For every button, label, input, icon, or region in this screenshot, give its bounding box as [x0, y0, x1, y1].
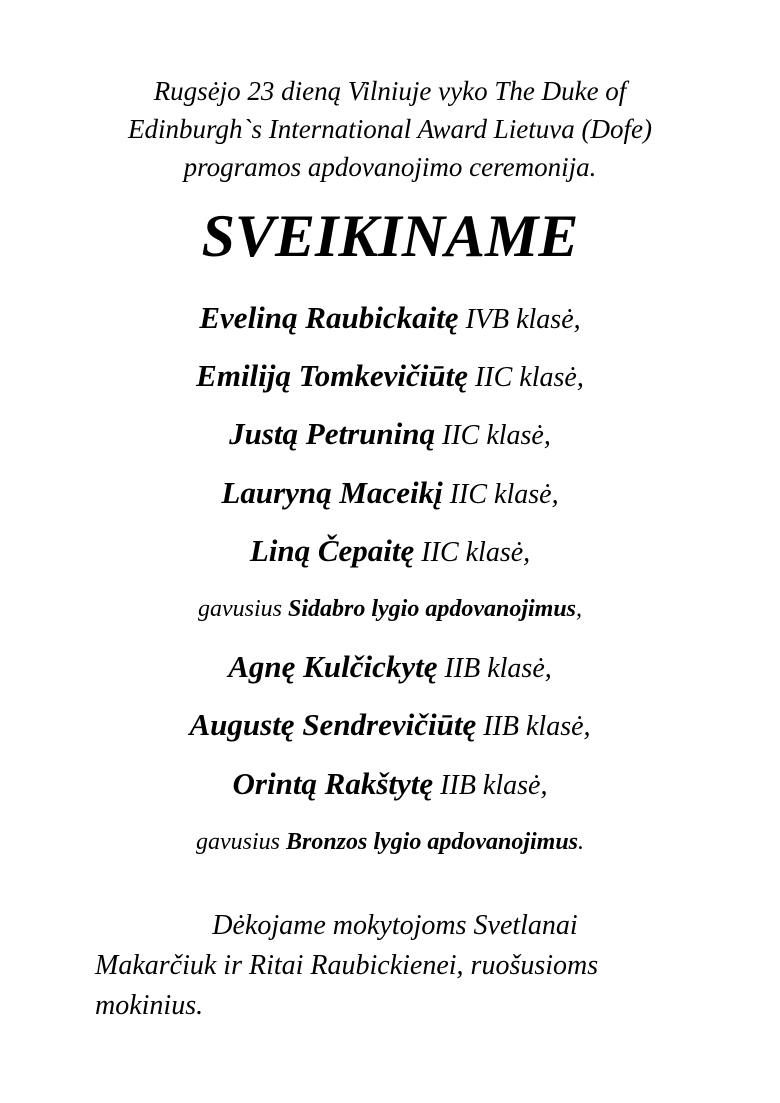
list-item [0, 469, 780, 527]
thanks-line-1: Dėkojame mokytojoms Svetlanai [212, 910, 578, 941]
student-name: Emiliją Tomkevičiūtę [196, 358, 468, 394]
student-class: IVB klasė, [458, 304, 581, 335]
thanks-line-2: Makarčiuk ir Ritai Raubickienei, ruošusioms [95, 950, 599, 981]
list-item [0, 760, 780, 818]
award-level: Sidabro lygio apdovanojimus [287, 595, 577, 622]
student-class: IIB klasė, [433, 769, 548, 801]
award-label: gavusius [197, 595, 288, 622]
intro-line-1: Rugsėjo 23 dieną Vilniuje vyko The Duke of [153, 76, 627, 106]
list-item [0, 527, 780, 585]
award-line [0, 585, 780, 643]
thanks-paragraph [95, 906, 695, 1026]
award-level: Bronzos lygio apdovanojimus [285, 828, 579, 855]
award-punctuation: , [576, 595, 583, 622]
student-class: IIC klasė, [414, 536, 531, 568]
list-item [0, 701, 780, 759]
list-item [0, 294, 780, 352]
intro-line-2: Edinburgh`s International Award Lietuva (Dofe) [128, 114, 652, 144]
congratulations-list [0, 294, 780, 876]
student-name: Agnę Kulčickytę [228, 649, 438, 685]
list-item [0, 643, 780, 701]
intro-line-3: programos apdovanojimo ceremonija. [183, 152, 597, 182]
award-label: gavusius [195, 828, 286, 855]
thanks-line-3: mokinius. [95, 990, 204, 1021]
student-class: IIC klasė, [435, 420, 551, 452]
student-name: Liną Čepaitę [249, 532, 415, 568]
list-item [0, 410, 780, 468]
student-class: IIB klasė, [476, 711, 591, 743]
page-title: SVEIKINAME [201, 203, 579, 269]
student-name: Orintą Rakštytę [232, 765, 434, 801]
student-class: IIC klasė, [467, 362, 584, 394]
student-name: Lauryną Maceikį [221, 474, 443, 510]
student-class: IIB klasė, [437, 653, 552, 685]
intro-paragraph [70, 72, 710, 186]
award-punctuation: . [578, 828, 585, 855]
award-line [0, 818, 780, 876]
student-name: Eveliną Raubickaitę [199, 300, 459, 335]
student-name: Justą Petruniną [229, 416, 435, 452]
student-name: Augustę Sendrevičiūtę [189, 707, 477, 743]
student-class: IIC klasė, [442, 478, 559, 510]
list-item [0, 352, 780, 410]
